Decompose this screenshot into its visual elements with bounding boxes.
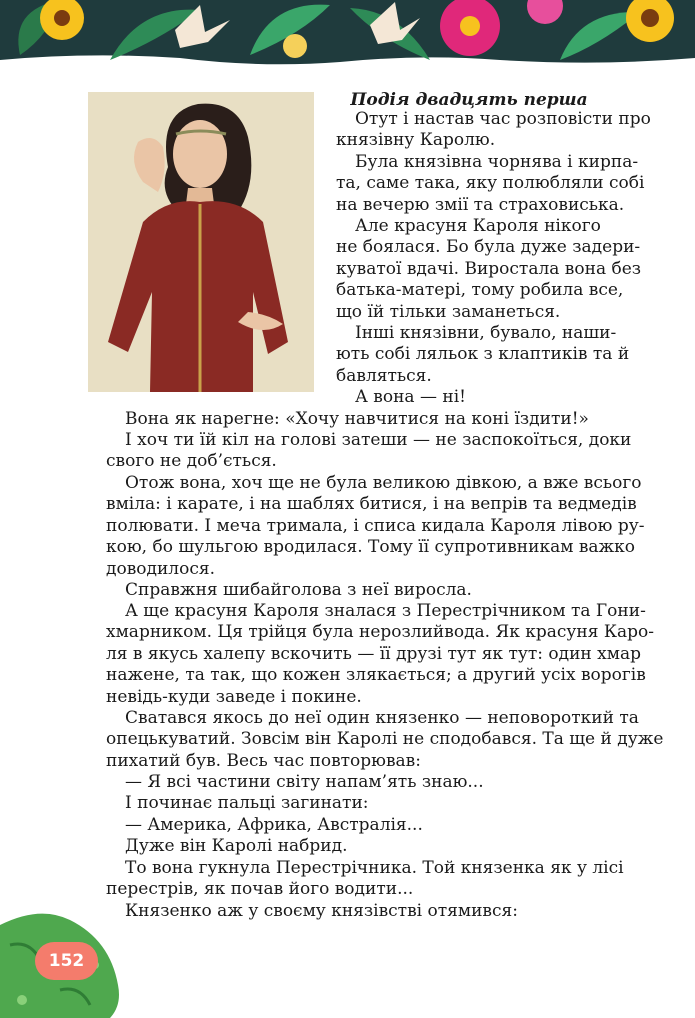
text-line: хмарником. Ця трійця була нерозлийвода. Як красуня Каро- <box>106 622 655 643</box>
text-line: Була князівна чорнява і кирпа- <box>355 152 639 172</box>
text-line: свого не доб’ється. <box>106 451 277 472</box>
page-number-badge: 152 <box>35 942 98 980</box>
text-line: кою, бо шульгою вродилася. Тому її супротивникам важко <box>106 537 636 558</box>
chapter-title: Подія двадцять перша <box>350 90 588 110</box>
floral-banner-art <box>0 0 695 70</box>
text-line: Отож вона, хоч ще не була великою дівкою, а вже всього <box>125 473 642 493</box>
paragraph <box>106 708 664 772</box>
paragraph <box>336 152 645 216</box>
paragraph <box>106 430 638 473</box>
text-line: пихатий був. Весь час повторював: <box>106 750 421 771</box>
text-line: полювати. І меча тримала, і списа кидала Кароля лівою ру- <box>106 515 645 536</box>
text-line: що їй тільки заманеться. <box>336 301 561 322</box>
text-line: — Америка, Африка, Австралія... <box>125 815 423 835</box>
text-line: батька-матері, тому робила все, <box>336 280 624 301</box>
paragraph <box>336 216 642 323</box>
text-line: вміла: і карате, і на шаблях битися, і на вепрів та ведмедів <box>106 494 637 515</box>
text-line: бавляться. <box>336 365 432 386</box>
text-line: не боялася. Бо була дуже задери- <box>336 237 641 258</box>
text-line: Сватався якось до неї один князенко — неповороткий та <box>125 708 639 728</box>
text-line: невідь-куди заведе і покине. <box>106 686 362 707</box>
text-line: доводилося. <box>106 558 215 579</box>
floral-banner <box>0 0 695 70</box>
text-line: А ще красуня Кароля зналася з Перестрічником та Гони- <box>125 601 646 621</box>
text-line: опецькуватий. Зовсім він Каролі не сподобався. Та ще й дуже <box>106 729 664 750</box>
text-line: Отут і настав час розповісти про <box>355 109 651 129</box>
paragraph <box>106 793 638 814</box>
paragraph <box>106 836 638 857</box>
princess-illustration <box>88 92 314 392</box>
paragraph <box>336 109 651 152</box>
princess-figure <box>88 92 314 392</box>
text-line: А вона — ні! <box>355 387 466 407</box>
text-line: Інші князівни, бувало, наши- <box>355 323 617 343</box>
paragraph <box>106 601 655 708</box>
text-line: ля в якусь халепу вскочить — її друзі тут як тут: один хмар <box>106 643 641 664</box>
text-line: Справжня шибайголова з неї виросла. <box>125 580 472 600</box>
text-line: на вечерю змії та страховиська. <box>336 194 625 215</box>
text-line: куватої вдачі. Виростала вона без <box>336 258 642 279</box>
paragraph <box>106 409 638 430</box>
paragraph <box>106 815 638 836</box>
paragraph <box>336 387 638 408</box>
paragraph <box>106 772 638 793</box>
paragraph <box>336 323 638 387</box>
paragraph <box>106 858 638 901</box>
text-line: ють собі ляльок з клаптиків та й <box>336 344 630 365</box>
paragraph <box>106 580 638 601</box>
text-line: Дуже він Каролі набрид. <box>125 836 348 856</box>
text-line: Але красуня Кароля нікого <box>355 216 601 236</box>
text-line: перестрів, як почав його водити... <box>106 879 414 900</box>
text-line: нажене, та так, що кожен злякається; а другий усіх ворогів <box>106 665 646 686</box>
text-line: Вона як нарегне: «Хочу навчитися на коні їздити!» <box>125 409 589 429</box>
text-line: та, саме така, яку полюбляли собі <box>336 173 645 194</box>
paragraph <box>106 901 638 922</box>
text-line: І починає пальці загинати: <box>125 793 369 813</box>
paragraph <box>106 473 645 580</box>
text-line: То вона гукнула Перестрічника. Той князенка як у лісі <box>125 858 624 878</box>
text-line: — Я всі частини світу напам’ять знаю... <box>125 772 484 792</box>
text-line: І хоч ти їй кіл на голові затеши — не заспокоїться, доки <box>125 430 632 450</box>
text-line: Князенко аж у своєму князівстві отямився: <box>125 901 518 921</box>
text-line: князівну Каролю. <box>336 130 496 151</box>
